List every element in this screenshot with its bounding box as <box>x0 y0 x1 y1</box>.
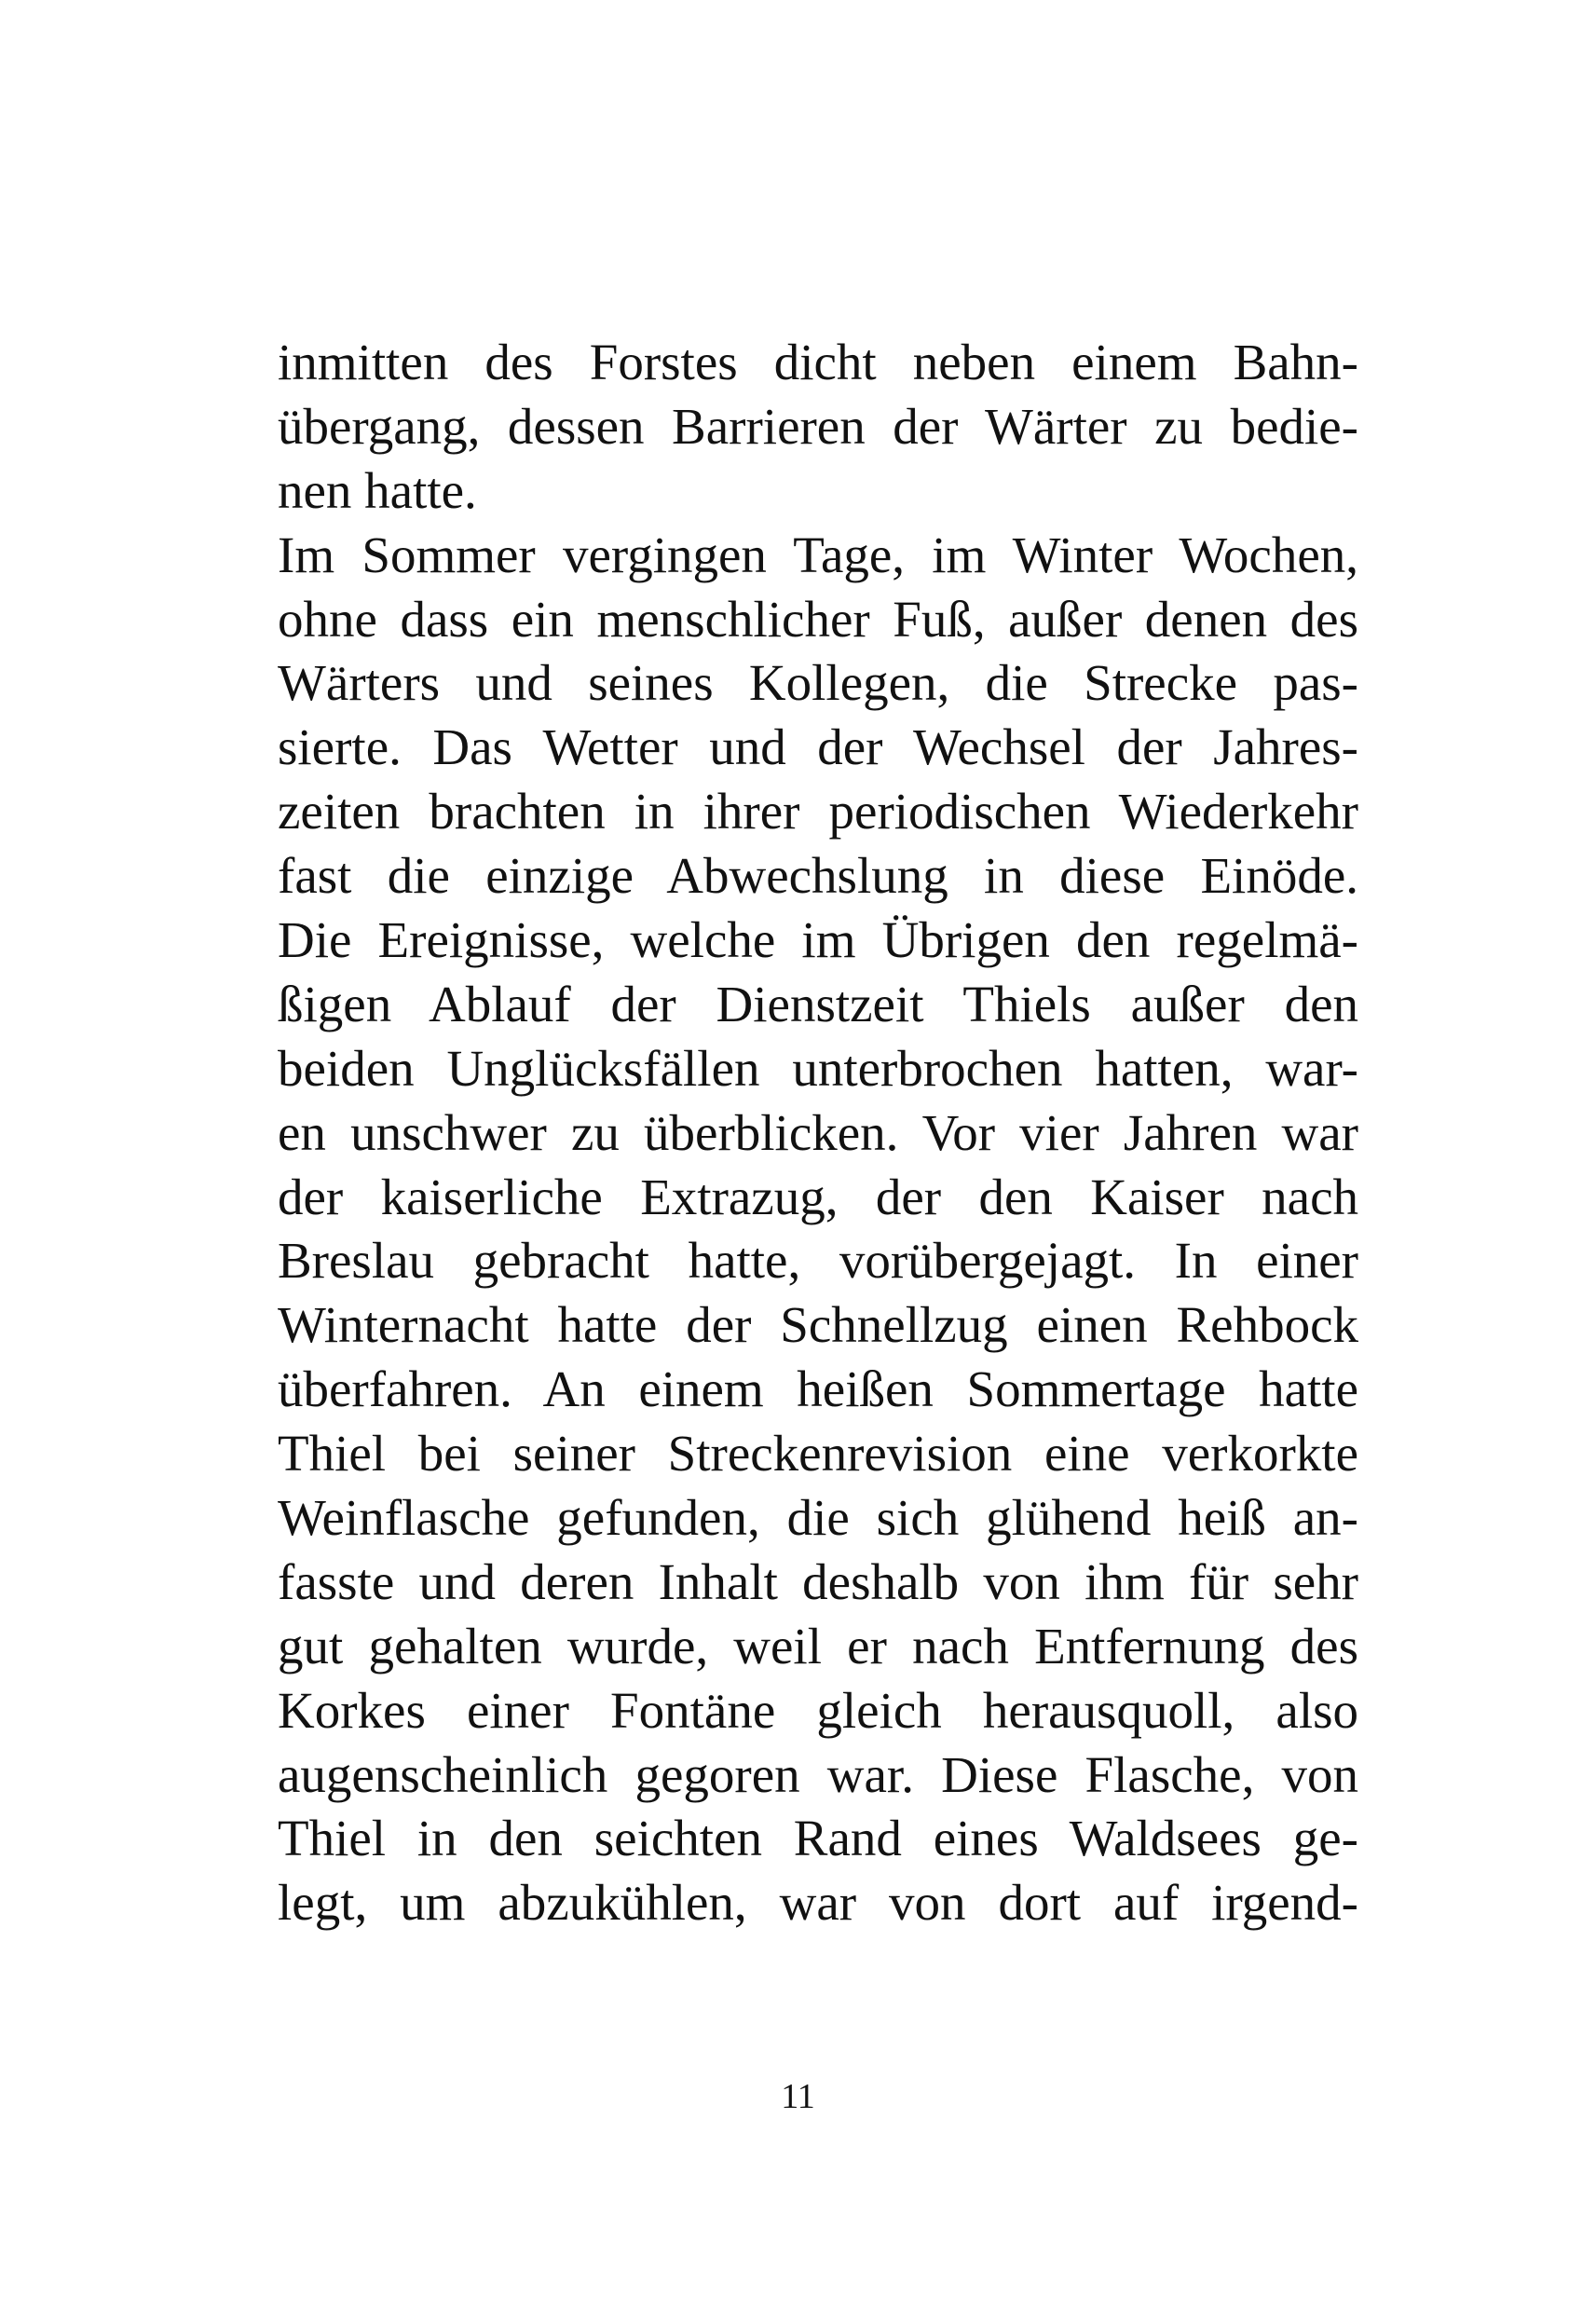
text-line: der kaiserliche Extrazug, der den Kaiser nach <box>278 1168 1358 1225</box>
text-line: Thiel in den seichten Rand eines Waldsees ge- <box>278 1810 1358 1867</box>
text-line: Wärters und seines Kollegen, die Strecke pas- <box>278 654 1358 712</box>
text-line: gut gehalten wurde, weil er nach Entfernung des <box>278 1617 1358 1674</box>
text-line: augenscheinlich gegoren war. Diese Flasche, von <box>278 1745 1358 1803</box>
text-line: Korkes einer Fontäne gleich herausquoll, also <box>278 1681 1358 1739</box>
text-line: fasste und deren Inhalt deshalb von ihm für sehr <box>278 1552 1358 1610</box>
page-number: 11 <box>781 2077 815 2116</box>
text-line: Winternacht hatte der Schnellzug einen Rehbock <box>278 1296 1358 1354</box>
text-line: legt, um abzukühlen, war von dort auf irgend- <box>278 1874 1358 1932</box>
text-line: übergang, dessen Barrieren der Wärter zu bedie- <box>278 397 1358 455</box>
text-line: Thiel bei seiner Streckenrevision eine verkorkte <box>278 1425 1358 1483</box>
text-line: Breslau gebracht hatte, vorübergejagt. In einer <box>278 1232 1358 1290</box>
text-line: Die Ereignisse, welche im Übrigen den regelmä- <box>278 911 1358 969</box>
text-line: ohne dass ein menschlicher Fuß, außer denen des <box>278 590 1358 648</box>
text-line: en unschwer zu überblicken. Vor vier Jahren war <box>278 1103 1358 1161</box>
text-line: beiden Unglücksfällen unterbrochen hatten, war- <box>278 1039 1358 1097</box>
text-line: sierte. Das Wetter und der Wechsel der Jahres- <box>278 718 1358 776</box>
text-line: zeiten brachten in ihrer periodischen Wiederkehr <box>278 783 1358 841</box>
body-text <box>278 331 1358 1935</box>
text-line: Im Sommer vergingen Tage, im Winter Wochen, <box>278 526 1358 583</box>
text-line: inmitten des Forstes dicht neben einem Bahn- <box>278 334 1358 390</box>
text-line: überfahren. An einem heißen Sommertage hatte <box>278 1360 1358 1418</box>
text-line: nen hatte. <box>278 461 477 519</box>
text-line: fast die einzige Abwechslung in diese Einöde. <box>278 847 1358 905</box>
text-line: Weinflasche gefunden, die sich glühend heiß an- <box>278 1489 1358 1547</box>
text-line: ßigen Ablauf der Dienstzeit Thiels außer den <box>278 975 1358 1032</box>
